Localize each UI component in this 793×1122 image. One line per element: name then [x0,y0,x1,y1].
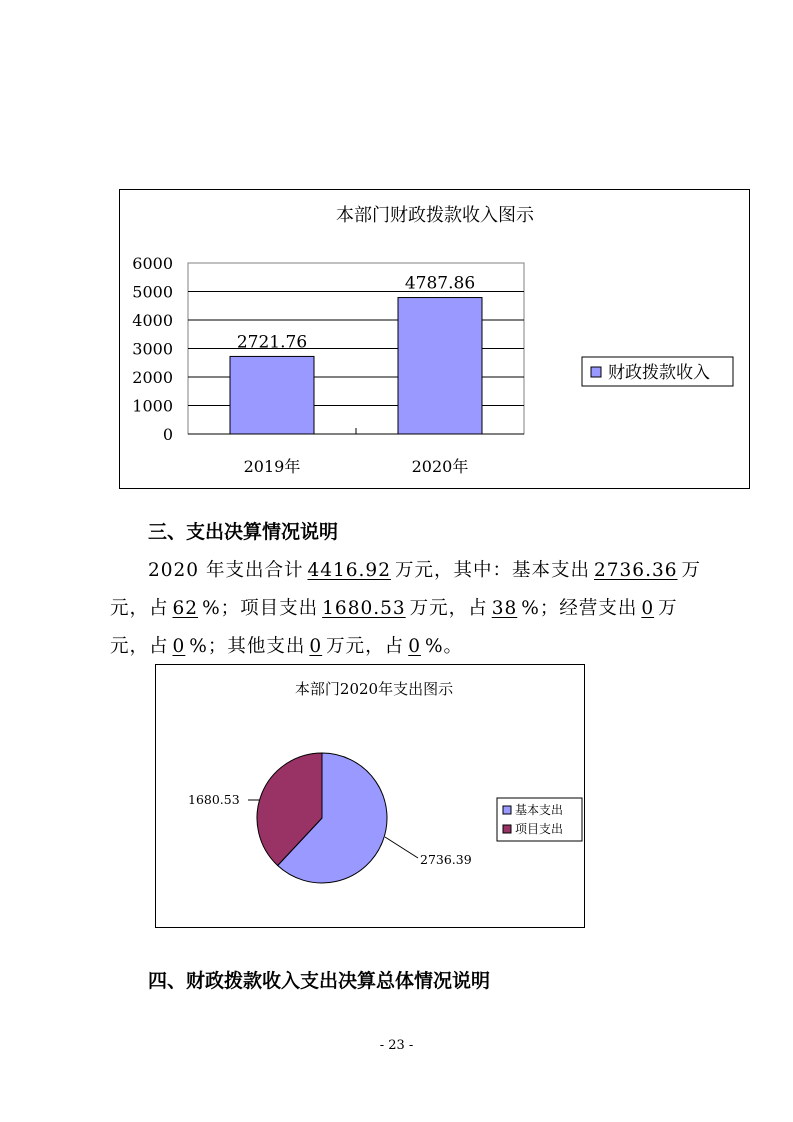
slice-value-project: 1680.53 [188,792,240,807]
basic-pct-value: 62 [172,598,199,619]
revenue-bar-chart [119,189,750,489]
operating-pct-value: 0 [172,636,186,657]
bar [398,298,482,434]
text-segment: 万元，占 [409,598,488,619]
paragraph-line-1 [148,556,701,582]
legend [497,798,582,841]
page-number: - 23 - [379,1038,414,1053]
text-segment: 万 [681,560,702,581]
text-segment: 万 [658,598,678,619]
chart-title: 本部门2020年支出图示 [294,680,454,698]
slice-label-basic [385,837,472,867]
chart-title: 本部门财政拨款收入图示 [336,205,534,226]
text-segment: 元，占 [110,598,169,619]
legend-label-basic: 基本支出 [515,803,564,817]
operating-expense-value: 0 [641,598,655,619]
legend-swatch-basic [503,806,511,814]
total-expense-value: 4416.92 [307,560,391,581]
y-tick-label: 1000 [132,396,173,416]
pie-slices [257,753,387,883]
revenue-bar-chart-svg [120,190,751,490]
legend [582,357,733,386]
y-tick-label: 2000 [132,368,173,387]
x-tick-label: 2020年 [411,457,469,476]
y-tick-label: 6000 [132,254,173,273]
legend-label-project: 项目支出 [515,822,564,836]
project-pct-value: 38 [491,598,518,619]
other-pct-value: 0 [408,636,421,657]
x-axis-tick-labels [244,457,469,476]
y-tick-label: 3000 [132,339,173,359]
text-segment: %。 [424,636,464,657]
project-expense-value: 1680.53 [322,598,406,619]
leader-line-basic [385,837,418,858]
slice-label-project [188,792,260,807]
data-label: 2721.76 [236,332,308,353]
legend-swatch-revenue [591,367,601,377]
y-tick-label: 5000 [132,282,173,302]
data-label: 4787.86 [404,273,476,294]
expense-pie-chart-svg [156,665,586,929]
text-segment: %；经营支出 [521,598,638,619]
bar [230,356,314,434]
y-tick-label: 0 [162,425,173,444]
text-segment: 万元，其中：基本支出 [394,560,590,581]
text-segment: %；其他支出 [189,636,306,657]
y-axis-tick-labels [132,254,173,444]
legend-swatch-project [503,825,511,833]
expense-pie-chart [155,664,585,928]
x-tick-label: 2019年 [243,457,301,476]
text-segment: %；项目支出 [202,598,319,619]
paragraph-line-3 [110,632,463,658]
basic-expense-value: 2736.36 [594,560,678,581]
text-segment: 元，占 [110,636,169,657]
legend-label-revenue: 财政拨款收入 [608,363,710,383]
y-tick-label: 4000 [132,311,173,330]
section3-heading: 三、支出决算情况说明 [148,521,339,543]
other-expense-value: 0 [309,636,323,657]
text-segment: 2020 年支出合计 [148,560,304,581]
slice-value-basic: 2736.39 [420,852,472,867]
paragraph-line-2 [110,594,678,620]
text-segment: 万元，占 [326,636,405,657]
section4-heading: 四、财政拨款收入支出决算总体情况说明 [148,970,491,992]
